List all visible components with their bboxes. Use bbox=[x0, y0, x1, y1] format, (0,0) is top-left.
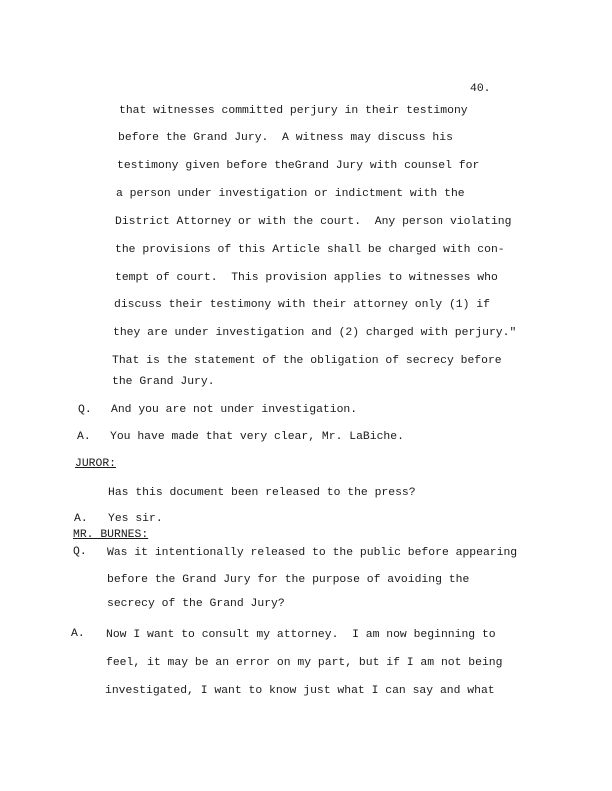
speaker-label-burnes: MR. BURNES: bbox=[73, 529, 149, 541]
question-text: And you are not under investigation. bbox=[111, 404, 358, 416]
a-marker: A. bbox=[74, 513, 88, 525]
question-text: Was it intentionally released to the public before appearing bbox=[107, 547, 518, 559]
speaker-label-juror: JUROR: bbox=[75, 458, 117, 470]
page-number: 40. bbox=[470, 83, 491, 95]
quote-line: the provisions of this Article shall be charged with con- bbox=[115, 244, 505, 256]
answer-text: You have made that very clear, Mr. LaBiche. bbox=[110, 431, 404, 443]
quote-line: the Grand Jury. bbox=[112, 376, 215, 388]
quote-line: before the Grand Jury. A witness may discuss his bbox=[118, 132, 453, 144]
quote-line: a person under investigation or indictment with the bbox=[116, 188, 465, 200]
quote-line: they are under investigation and (2) charged with perjury." bbox=[113, 327, 517, 339]
answer-text: feel, it may be an error on my part, but if I am not being bbox=[106, 657, 503, 669]
q-marker: Q. bbox=[73, 546, 87, 558]
quote-line: District Attorney or with the court. Any person violating bbox=[115, 216, 512, 228]
quote-line: That is the statement of the obligation of secrecy before bbox=[112, 355, 502, 367]
a-marker: A. bbox=[71, 628, 85, 640]
answer-text: Yes sir. bbox=[108, 513, 163, 525]
question-text: secrecy of the Grand Jury? bbox=[107, 598, 285, 610]
quote-line: discuss their testimony with their attorney only (1) if bbox=[114, 299, 490, 311]
quote-line: testimony given before theGrand Jury with counsel for bbox=[117, 160, 480, 172]
question-text: before the Grand Jury for the purpose of avoiding the bbox=[107, 574, 470, 586]
quote-line: tempt of court. This provision applies to witnesses who bbox=[115, 272, 498, 284]
answer-text: Now I want to consult my attorney. I am now beginning to bbox=[106, 629, 496, 641]
q-marker: Q. bbox=[78, 404, 92, 416]
answer-text: investigated, I want to know just what I can say and what bbox=[105, 685, 495, 697]
juror-question: Has this document been released to the press? bbox=[108, 487, 416, 499]
quote-line: that witnesses committed perjury in their testimony bbox=[119, 105, 468, 117]
a-marker: A. bbox=[77, 431, 91, 443]
